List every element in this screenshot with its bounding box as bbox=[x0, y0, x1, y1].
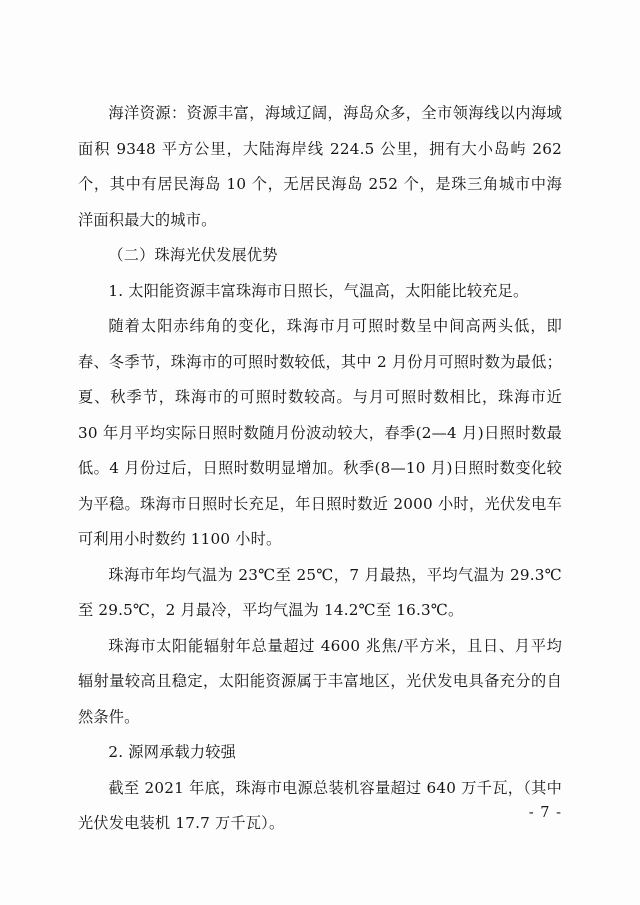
page-number: - 7 - bbox=[528, 805, 562, 821]
paragraph-marine-resources: 海洋资源：资源丰富，海域辽阔，海岛众多，全市领海线以内海域面积 9348 平方公里，大陆海岸线 224.5 公里，拥有大小岛屿 262 个，其中有居民海岛 10 个，无居民海岛 252 个，是珠三角城市中海洋面积最大的城市。 bbox=[78, 104, 562, 229]
paragraph-grid-heading: 2. 源网承载力较强 bbox=[108, 743, 237, 761]
paragraph-section-heading: （二）珠海光伏发展优势 bbox=[108, 246, 278, 264]
paragraph-radiation: 珠海市太阳能辐射年总量超过 4600 兆焦/平方米，且日、月平均辐射量较高且稳定，太阳能资源属于丰富地区，光伏发电具备充分的自然条件。 bbox=[78, 636, 562, 726]
paragraph-temperature: 珠海市年均气温为 23℃至 25℃，7 月最热，平均气温为 29.3℃至 29.5℃，2 月最冷，平均气温为 14.2℃至 16.3℃。 bbox=[78, 565, 562, 619]
paragraph-solar-resource-heading: 1. 太阳能资源丰富珠海市日照长，气温高，太阳能比较充足。 bbox=[108, 281, 529, 300]
paragraph-installed-capacity: 截至 2021 年底，珠海市电源总装机容量超过 640 万千瓦，（其中光伏发电装机 17.7 万千瓦）。 bbox=[78, 778, 562, 832]
document-body bbox=[78, 96, 562, 842]
paragraph-sunshine-hours: 随着太阳赤纬角的变化，珠海市月可照时数呈中间高两头低，即春、冬季节，珠海市的可照时数较低，其中 2 月份月可照时数为最低；夏、秋季节，珠海市的可照时数较高。与月可照时数相比，珠海市近 30 年月平均实际日照时数随月份波动较大，春季(2—4 月)日照时数最低。4 月份过后，日照时数明显增加。秋季(8—10 月)日照时数变化较为平稳。珠海市日照时长充足，年日照时数近 2000 小时，光伏发电车可利用小时数约 1100 小时。 bbox=[78, 317, 562, 548]
